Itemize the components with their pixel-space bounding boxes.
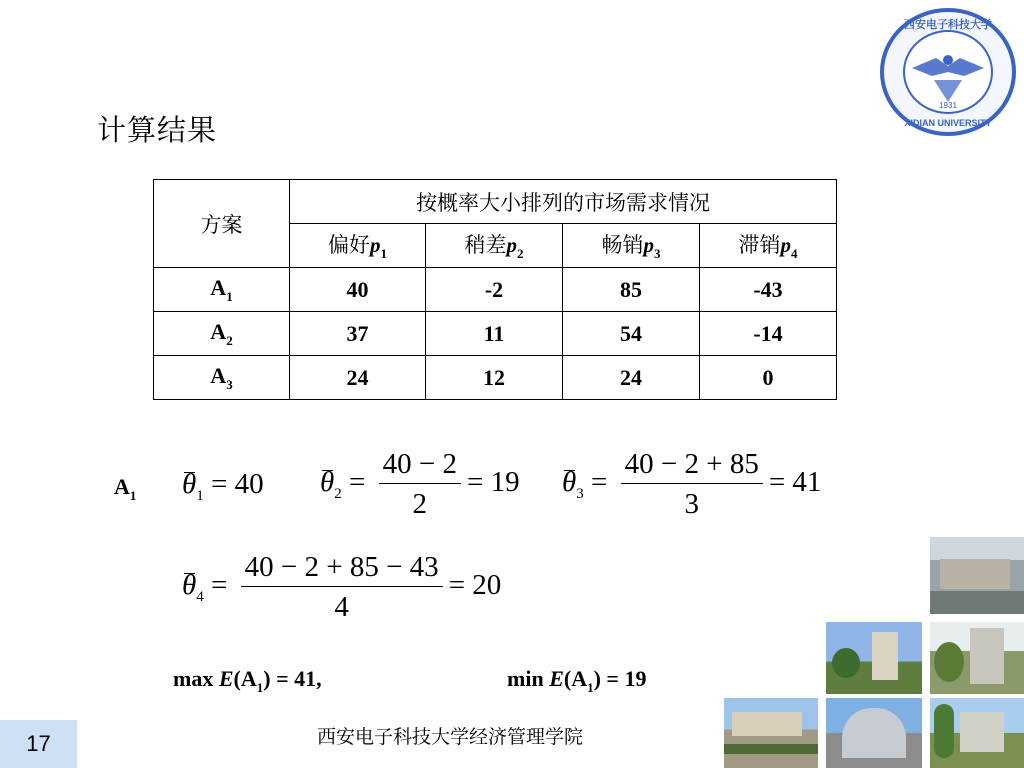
svg-text:西安电子科技大学: 西安电子科技大学 [904,18,992,31]
column-header-3: 畅销$p_3$ [563,224,700,268]
table-cell: 85 [563,268,700,312]
row-name: $A_3$ [154,356,290,400]
formula-theta-2: $\theta_2$ = $\frac{40 - 2}{2}$ = 19 [320,448,520,520]
plan-header: 方案 [154,180,290,268]
campus-photo [826,622,922,694]
fraction: $\frac{40 - 2}{2}$ [379,448,461,521]
formula-theta-4: $\theta_4$ = $\frac{40 - 2 + 85 - 43}{4}$ = 20 [182,551,502,623]
campus-photo [930,622,1024,694]
column-header-4: 滞销$p_4$ [700,224,837,268]
table-cell: -2 [426,268,563,312]
formula-theta-1: $\theta_1 = 40$ [182,468,264,504]
table-cell: 24 [290,356,426,400]
footer-institution: 西安电子科技大学经济管理学院 [316,726,583,748]
table-cell: 37 [290,312,426,356]
fraction: $\frac{40 - 2 + 85 - 43}{4}$ [241,551,443,624]
table-cell: 0 [700,356,837,400]
table-cell: 54 [563,312,700,356]
page-number: 17 [0,720,77,768]
formula-theta-3: $\theta_3$ = $\frac{40 - 2 + 85}{3}$ = 41 [562,448,822,520]
table-row [154,312,837,356]
column-header-2: 稍差$p_2$ [426,224,563,268]
market-demand-table [153,179,837,400]
campus-photo [930,698,1024,768]
table-cell: -43 [700,268,837,312]
svg-text:1931: 1931 [939,101,957,110]
group-header: 按概率大小排列的市场需求情况 [290,180,837,224]
fraction: $\frac{40 - 2 + 85}{3}$ [621,448,763,521]
university-logo [878,6,1018,138]
table-cell: 40 [290,268,426,312]
max-expectation: $\max E(A_1) = 41$, [173,666,322,695]
table-cell: -14 [700,312,837,356]
row-name: $A_1$ [154,268,290,312]
table-cell: 24 [563,356,700,400]
formula-label: $A_1$ [114,474,137,503]
campus-photo [930,537,1024,614]
table-row [154,356,837,400]
slide-title: 计算结果 [97,113,218,147]
row-name: $A_2$ [154,312,290,356]
table-cell: 12 [426,356,563,400]
column-header-1: 偏好$p_1$ [290,224,426,268]
min-expectation: $\min E(A_1) = 19$ [507,666,647,695]
table-row [154,268,837,312]
table-cell: 11 [426,312,563,356]
svg-text:XIDIAN UNIVERSITY: XIDIAN UNIVERSITY [904,118,992,128]
